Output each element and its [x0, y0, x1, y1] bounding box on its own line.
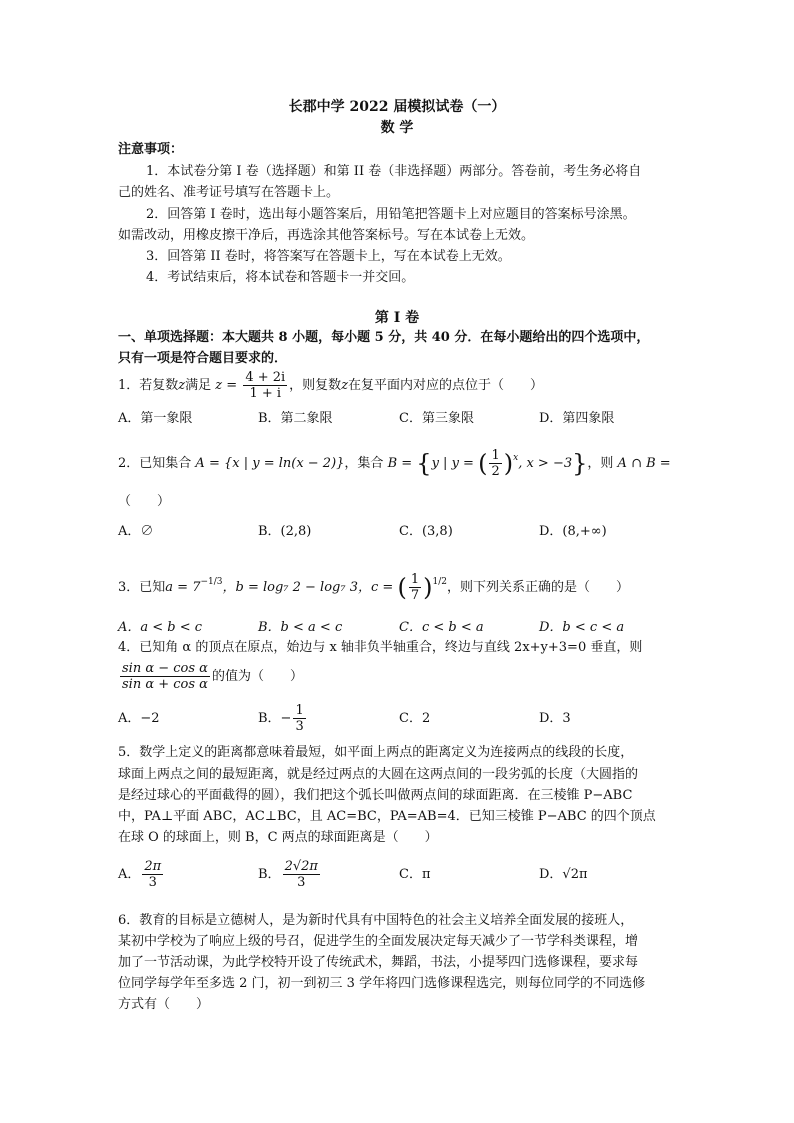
q1-variable-2: z [341, 378, 349, 393]
q1-equation: z = [215, 378, 238, 393]
q2-brace-close-icon: } [572, 449, 588, 478]
notice-item-1-line-1: 1．本试卷分第 I 卷（选择题）和第 II 卷（非选择题）两部分。答卷前，考生务必将自 [146, 164, 642, 179]
q2-brace-open-icon: { [416, 449, 432, 478]
q5-option-d[interactable]: D．√2π [539, 867, 588, 882]
question-2-stem [118, 444, 671, 485]
question-6-line-4: 位同学每学年至多选 2 门，初一到初三 3 学年将四门选修课程选完，则每位同学的不同选修 [118, 976, 646, 991]
q2-paren-close-icon: ) [503, 449, 514, 478]
q4-numerator: sin α − cos α [122, 661, 208, 676]
q4-option-a[interactable]: A．−2 [118, 711, 160, 726]
section-intro-line-2: 只有一项是符合题目要求的． [118, 351, 288, 366]
question-4-line-2 [118, 660, 303, 694]
q2-exponent: x [513, 453, 519, 463]
q3-option-b[interactable]: B．b < a < c [258, 620, 343, 635]
q5-option-a-prefix: A． [118, 867, 141, 882]
exam-title: 长郡中学 2022 届模拟试卷（一） [288, 99, 506, 115]
q2-prefix: 2．已知集合 [118, 456, 192, 471]
q4-post: 的值为（ ） [211, 669, 303, 684]
q2-option-a[interactable]: A．∅ [118, 524, 154, 539]
q3-post: ，则下列关系正确的是（ ） [446, 580, 629, 595]
q5-option-b-prefix: B． [258, 867, 281, 882]
q5-option-a-fraction [142, 859, 163, 890]
question-5-line-4: 中，PA⊥平面 ABC，AC⊥BC，且 AC=BC，PA=AB=4．已知三棱锥 P−ABC 的四个顶点 [118, 809, 656, 824]
q5-option-a-den: 3 [148, 875, 157, 890]
q1-numerator: 4 + 2i [245, 370, 286, 385]
question-2-options [118, 523, 678, 541]
q1-fraction [243, 370, 287, 401]
notice-item-3: 3．回答第 II 卷时，将答案写在答题卡上，写在本试卷上无效。 [146, 249, 511, 264]
q3-c-den: 7 [410, 588, 420, 603]
q1-option-a[interactable]: A．第一象限 [118, 411, 193, 426]
q2-set-b-label: B = [387, 456, 413, 471]
q3-a-exponent: −1/3 [200, 577, 223, 587]
q2-option-b[interactable]: B．(2,8) [258, 524, 312, 539]
q5-option-b-den: 3 [297, 875, 306, 890]
question-6-line-2: 某初中学校为了响应上级的号召，促进学生的全面发展决定每天减少了一节学科类课程，增 [118, 934, 639, 949]
q1-option-d[interactable]: D．第四象限 [539, 411, 615, 426]
q3-option-d[interactable]: D．b < c < a [539, 620, 625, 635]
question-1-options [118, 410, 678, 428]
q2-condition: , x > −3 [518, 456, 573, 471]
q1-mid: 满足 [185, 378, 212, 393]
question-5-line-2: 球面上两点之间的最短距离，就是经过两点的大圆在这两点间的一段劣弧的长度（大圆指的 [118, 767, 639, 782]
q2-paren-open-icon: ( [478, 449, 488, 478]
notice-item-2-line-1: 2．回答第 I 卷时，选出每小题答案后，用铅笔把答题卡上对应题目的答案标号涂黑。 [146, 207, 636, 222]
question-1-stem [118, 368, 543, 404]
q5-option-c[interactable]: C．π [399, 867, 431, 882]
question-3-stem [118, 568, 629, 609]
q1-variable: z [178, 378, 186, 393]
q2-option-d[interactable]: D．(8,+∞) [539, 524, 607, 539]
question-6-line-1: 6．教育的目标是立德树人，是为新时代具有中国特色的社会主义培养全面发展的接班人， [118, 913, 634, 928]
section-intro-line-1: 一、单项选择题：本大题共 8 小题，每小题 5 分，共 40 分．在每小题给出的四个选项中， [118, 330, 650, 345]
q2-mid: ，集合 [344, 456, 384, 471]
q3-option-c[interactable]: C．c < b < a [399, 620, 484, 635]
q4-option-b-prefix: B．− [258, 711, 292, 726]
q4-option-b-fraction [293, 703, 305, 734]
q4-option-b-den: 3 [295, 719, 304, 734]
q3-b-and-c: ，b = log₇ 2 − log₇ 3，c = [222, 580, 394, 595]
q1-option-b[interactable]: B．第二象限 [258, 411, 333, 426]
q4-option-d[interactable]: D．3 [539, 711, 571, 726]
q2-half-num: 1 [491, 448, 500, 463]
question-4-line-1: 4．已知角 α 的顶点在原点，始边与 x 轴非负半轴重合，终边与直线 2x+y+3=0 垂直，则 [118, 640, 643, 655]
notice-item-1-line-2: 己的姓名、准考证号填写在答题卡上。 [118, 185, 340, 200]
question-3-options [118, 619, 678, 637]
q3-c-exponent: 1/2 [432, 577, 447, 587]
q1-post-2: 在复平面内对应的点位于（ ） [348, 378, 544, 393]
q4-denominator: sin α + cos α [122, 677, 208, 692]
q4-option-b[interactable] [258, 702, 308, 736]
q1-option-c[interactable]: C．第三象限 [399, 411, 474, 426]
q2-half-fraction [489, 448, 501, 479]
notice-heading: 注意事项： [118, 142, 184, 157]
subject-title: 数 学 [380, 120, 414, 136]
q5-option-a-num: 2π [144, 859, 162, 874]
q3-paren-close-icon: ) [423, 573, 433, 602]
question-5-options [118, 858, 678, 898]
notice-item-2-line-2: 如需改动，用橡皮擦干净后，再选涂其他答案标号。写在本试卷上无效。 [118, 228, 535, 243]
question-5-line-5: 在球 O 的球面上，则 B，C 两点的球面距离是（ ） [118, 830, 438, 845]
q2-half-den: 2 [491, 464, 500, 479]
q2-answer-paren: （ ） [118, 494, 171, 509]
q3-c-fraction [409, 572, 421, 603]
q2-post: ，则 [587, 456, 614, 471]
q2-option-c[interactable]: C．(3,8) [399, 524, 453, 539]
q5-option-b-fraction [283, 859, 320, 890]
q1-denominator: 1 + i [249, 386, 282, 401]
q1-post-1: ，则复数 [289, 378, 342, 393]
q3-a: a = 7 [165, 580, 201, 595]
question-5-line-1: 5．数学上定义的距离都意味着最短，如平面上两点的距离定义为连接两点的线段的长度， [118, 745, 634, 760]
q3-paren-open-icon: ( [397, 573, 407, 602]
q5-option-a[interactable] [118, 858, 165, 892]
q2-set-a: A = {x | y = ln(x − 2)} [195, 456, 345, 471]
q3-c-num: 1 [410, 572, 420, 587]
question-4-options [118, 703, 678, 746]
q2-set-b-inner: y | y = [431, 456, 474, 471]
q2-result: A ∩ B = [617, 456, 671, 471]
question-6-line-5: 方式有（ ） [118, 997, 210, 1012]
question-6-line-3: 加了一节活动课，为此学校特开设了传统武术，舞蹈，书法，小提琴四门选修课程，要求每 [118, 955, 639, 970]
question-5-line-3: 是经过球心的平面截得的圆），我们把这个弧长叫做两点间的球面距离．在三棱锥 P−ABC [118, 788, 633, 803]
q3-prefix: 3．已知 [118, 580, 166, 595]
q4-fraction [120, 661, 210, 692]
q4-option-c[interactable]: C．2 [399, 711, 431, 726]
q3-option-a[interactable]: A．a < b < c [118, 620, 203, 635]
q5-option-b[interactable] [258, 858, 322, 892]
q4-option-b-num: 1 [295, 703, 304, 718]
q1-prefix: 1．若复数 [118, 378, 179, 393]
section-heading: 第 I 卷 [374, 310, 420, 326]
notice-item-4: 4．考试结束后，将本试卷和答题卡一并交回。 [146, 270, 415, 285]
q5-option-b-num: 2√2π [284, 859, 318, 874]
